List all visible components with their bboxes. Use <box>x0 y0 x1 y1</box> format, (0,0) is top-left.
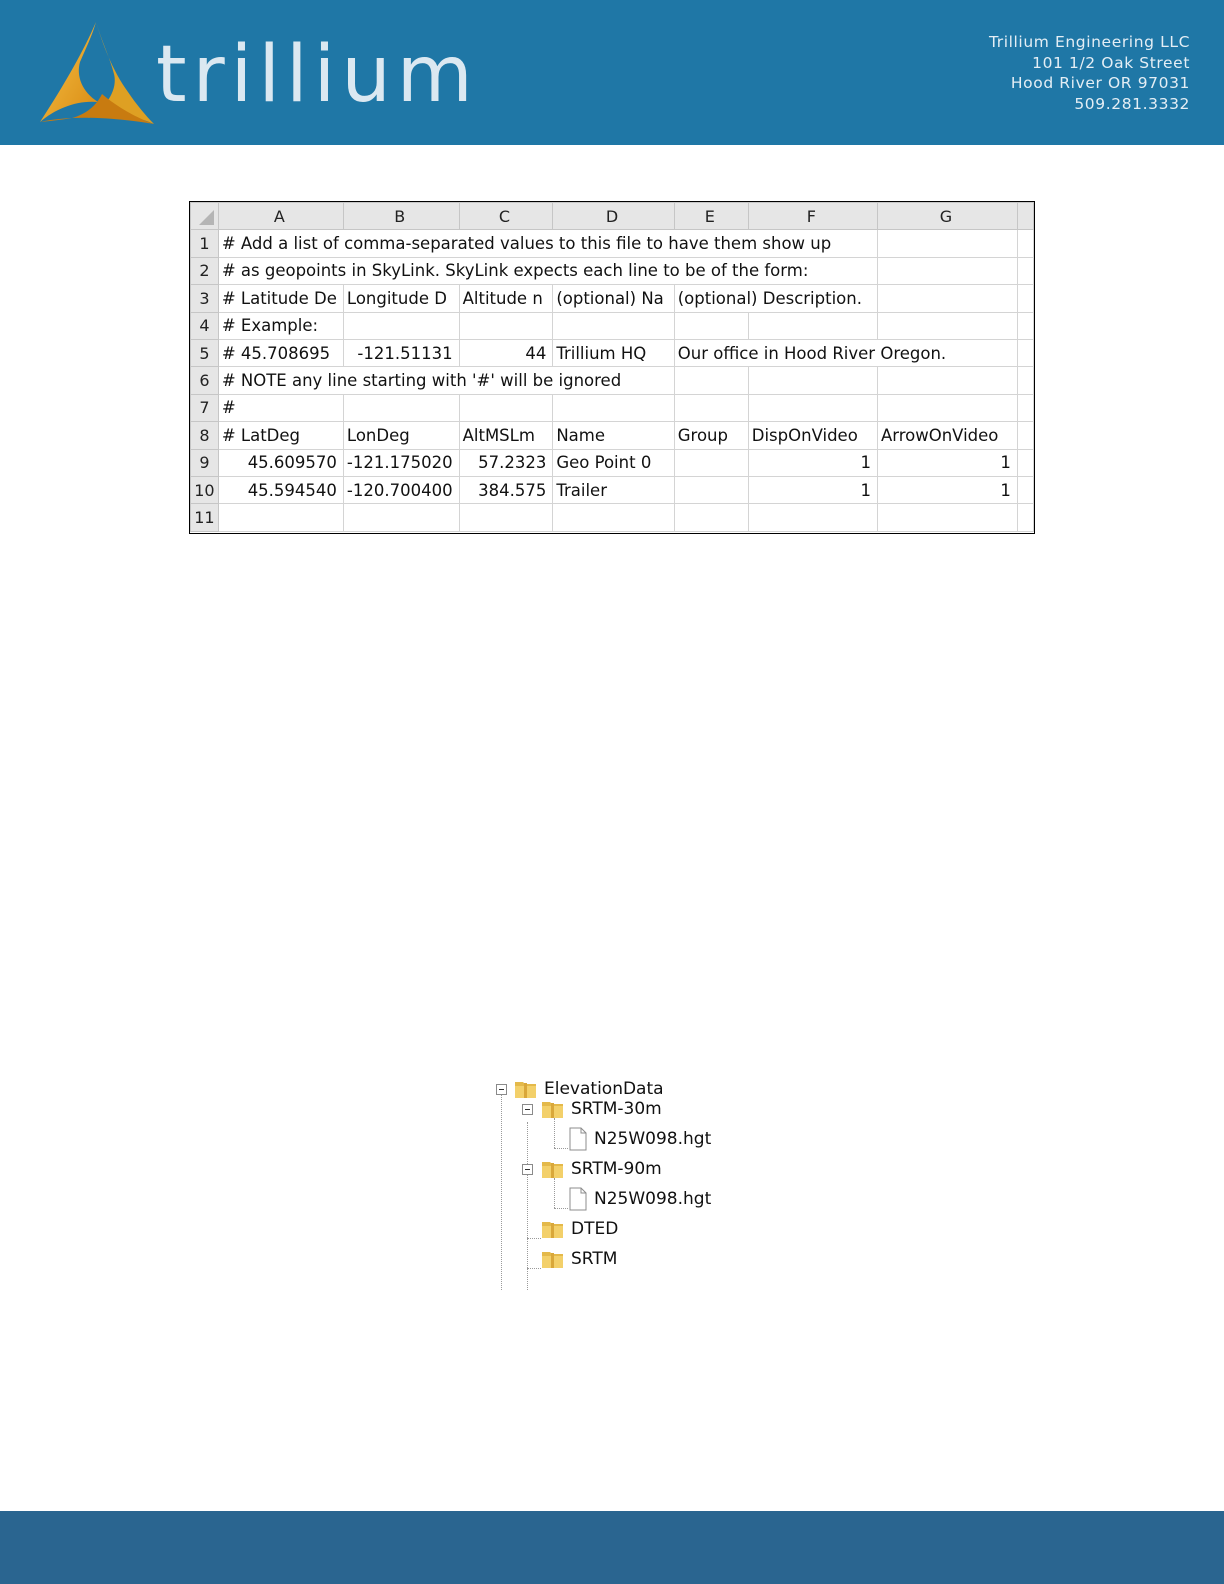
folder-icon <box>541 1248 565 1270</box>
cell-a6[interactable]: # NOTE any line starting with '#' will be ignored <box>218 367 674 394</box>
tree-item-srtm-90m[interactable] <box>541 1156 662 1182</box>
cell[interactable] <box>748 367 877 394</box>
tree-item-label: DTED <box>571 1219 619 1239</box>
cell-c3[interactable]: Altitude n <box>459 285 553 312</box>
row-header[interactable]: 9 <box>191 449 219 476</box>
cell-a7[interactable]: # <box>218 394 343 421</box>
address-line: 509.281.3332 <box>1074 94 1190 113</box>
company-address <box>989 32 1190 114</box>
cell[interactable] <box>1017 367 1033 394</box>
cell-e10[interactable] <box>674 476 748 503</box>
table-row <box>191 230 1034 257</box>
cell[interactable] <box>459 312 553 339</box>
folder-icon <box>514 1078 538 1100</box>
row-header[interactable]: 1 <box>191 230 219 257</box>
column-header-e[interactable]: E <box>674 203 748 230</box>
cell[interactable] <box>1017 504 1033 531</box>
cell[interactable] <box>877 312 1017 339</box>
cell[interactable] <box>218 504 343 531</box>
cell[interactable] <box>877 230 1017 257</box>
cell-a5[interactable]: # 45.708695 <box>218 339 343 366</box>
row-header[interactable]: 10 <box>191 476 219 503</box>
cell-a10[interactable]: 45.594540 <box>218 476 343 503</box>
spreadsheet-grid <box>190 202 1034 532</box>
table-row <box>191 476 1034 503</box>
cell-c5[interactable]: 44 <box>459 339 553 366</box>
column-header-h[interactable] <box>1017 203 1033 230</box>
cell-a3[interactable]: # Latitude De <box>218 285 343 312</box>
column-header-b[interactable]: B <box>343 203 459 230</box>
cell[interactable] <box>1017 312 1033 339</box>
address-line: Trillium Engineering LLC <box>988 33 1190 51</box>
table-row <box>191 504 1034 531</box>
cell-f8[interactable]: DispOnVideo <box>748 422 877 449</box>
cell-d5[interactable]: Trillium HQ <box>553 339 674 366</box>
cell-g8[interactable]: ArrowOnVideo <box>877 422 1017 449</box>
page-footer <box>0 1511 1224 1584</box>
page-header <box>0 0 1224 145</box>
cell-a4[interactable]: # Example: <box>218 312 343 339</box>
tree-item-label: N25W098.hgt <box>594 1189 712 1209</box>
cell-d3[interactable]: (optional) Na <box>553 285 674 312</box>
column-header-d[interactable]: D <box>553 203 674 230</box>
cell[interactable] <box>1017 422 1033 449</box>
collapse-toggle[interactable] <box>522 1104 533 1115</box>
cell-b3[interactable]: Longitude D <box>343 285 459 312</box>
cell[interactable] <box>1017 449 1033 476</box>
cell-d8[interactable]: Name <box>553 422 674 449</box>
column-header-c[interactable]: C <box>459 203 553 230</box>
cell[interactable] <box>877 504 1017 531</box>
cell-f9[interactable]: 1 <box>748 449 877 476</box>
cell[interactable] <box>674 394 748 421</box>
tree-item-file[interactable] <box>568 1186 711 1212</box>
tree-item-srtm[interactable] <box>541 1246 617 1272</box>
folder-icon <box>541 1158 565 1180</box>
cell[interactable] <box>674 504 748 531</box>
cell-e5[interactable]: Our office in Hood River Oregon. <box>674 339 1017 366</box>
file-icon <box>568 1127 588 1151</box>
cell[interactable] <box>553 504 674 531</box>
tree-item-dted[interactable] <box>541 1216 618 1242</box>
table-row <box>191 422 1034 449</box>
cell[interactable] <box>877 367 1017 394</box>
cell-b5[interactable]: -121.51131 <box>343 339 459 366</box>
table-row <box>191 257 1034 284</box>
cell-b8[interactable]: LonDeg <box>343 422 459 449</box>
brand-wordmark: trillium <box>156 30 479 120</box>
cell-c8[interactable]: AltMSLm <box>459 422 553 449</box>
row-header[interactable]: 7 <box>191 394 219 421</box>
select-all-corner[interactable] <box>191 203 219 230</box>
cell[interactable] <box>1017 476 1033 503</box>
cell-g9[interactable]: 1 <box>877 449 1017 476</box>
table-row <box>191 285 1034 312</box>
row-header[interactable]: 11 <box>191 504 219 531</box>
cell-g10[interactable]: 1 <box>877 476 1017 503</box>
folder-icon <box>541 1098 565 1120</box>
file-icon <box>568 1187 588 1211</box>
cell-a2[interactable]: # as geopoints in SkyLink. SkyLink expects each line to be of the form: <box>218 257 877 284</box>
cell-c9[interactable]: 57.2323 <box>459 449 553 476</box>
row-header[interactable]: 3 <box>191 285 219 312</box>
cell[interactable] <box>1017 285 1033 312</box>
cell[interactable] <box>553 312 674 339</box>
cell-d9[interactable]: Geo Point 0 <box>553 449 674 476</box>
cell-e9[interactable] <box>674 449 748 476</box>
cell-a9[interactable]: 45.609570 <box>218 449 343 476</box>
folder-tree <box>490 1074 790 1294</box>
cell[interactable] <box>877 285 1017 312</box>
cell[interactable] <box>459 504 553 531</box>
cell[interactable] <box>343 394 459 421</box>
cell-d10[interactable]: Trailer <box>553 476 674 503</box>
table-row <box>191 449 1034 476</box>
folder-icon <box>541 1218 565 1240</box>
address-line: Hood River OR 97031 <box>1010 74 1190 92</box>
cell-b10[interactable]: -120.700400 <box>343 476 459 503</box>
row-header[interactable]: 6 <box>191 367 219 394</box>
row-header[interactable]: 2 <box>191 257 219 284</box>
cell[interactable] <box>877 257 1017 284</box>
cell[interactable] <box>1017 257 1033 284</box>
cell-a1[interactable]: # Add a list of comma-separated values to this file to have them show up <box>218 230 877 257</box>
address-line: 101 1/2 Oak Street <box>1032 53 1190 72</box>
cell[interactable] <box>748 312 877 339</box>
tree-item-label: ElevationData <box>544 1079 664 1099</box>
row-header[interactable]: 8 <box>191 422 219 449</box>
cell[interactable] <box>1017 230 1033 257</box>
tree-item-label: N25W098.hgt <box>594 1129 712 1149</box>
cell-a8[interactable]: # LatDeg <box>218 422 343 449</box>
table-row <box>191 339 1034 366</box>
tree-item-label: SRTM-30m <box>571 1099 662 1119</box>
table-row <box>191 367 1034 394</box>
cell[interactable] <box>748 504 877 531</box>
cell[interactable] <box>343 312 459 339</box>
collapse-toggle[interactable] <box>496 1084 507 1095</box>
cell-f10[interactable]: 1 <box>748 476 877 503</box>
tree-item-file[interactable] <box>568 1126 711 1152</box>
column-header-g[interactable]: G <box>877 203 1017 230</box>
tree-item-label: SRTM-90m <box>571 1159 662 1179</box>
column-header-a[interactable]: A <box>218 203 343 230</box>
cell[interactable] <box>674 367 748 394</box>
row-header[interactable]: 4 <box>191 312 219 339</box>
cell-e8[interactable]: Group <box>674 422 748 449</box>
cell[interactable] <box>1017 394 1033 421</box>
row-header[interactable]: 5 <box>191 339 219 366</box>
cell[interactable] <box>553 394 674 421</box>
column-header-f[interactable]: F <box>748 203 877 230</box>
table-row <box>191 312 1034 339</box>
cell[interactable] <box>459 394 553 421</box>
cell[interactable] <box>343 504 459 531</box>
trillium-logo-icon <box>36 20 156 128</box>
tree-item-srtm-30m[interactable] <box>541 1096 662 1122</box>
cell[interactable] <box>877 394 1017 421</box>
cell-c10[interactable]: 384.575 <box>459 476 553 503</box>
cell[interactable] <box>1017 339 1033 366</box>
collapse-toggle[interactable] <box>522 1164 533 1175</box>
cell-e3[interactable]: (optional) Description. <box>674 285 877 312</box>
cell[interactable] <box>748 394 877 421</box>
cell[interactable] <box>674 312 748 339</box>
table-row <box>191 394 1034 421</box>
spreadsheet-screenshot <box>189 201 1035 534</box>
cell-b9[interactable]: -121.175020 <box>343 449 459 476</box>
tree-item-label: SRTM <box>571 1249 618 1269</box>
